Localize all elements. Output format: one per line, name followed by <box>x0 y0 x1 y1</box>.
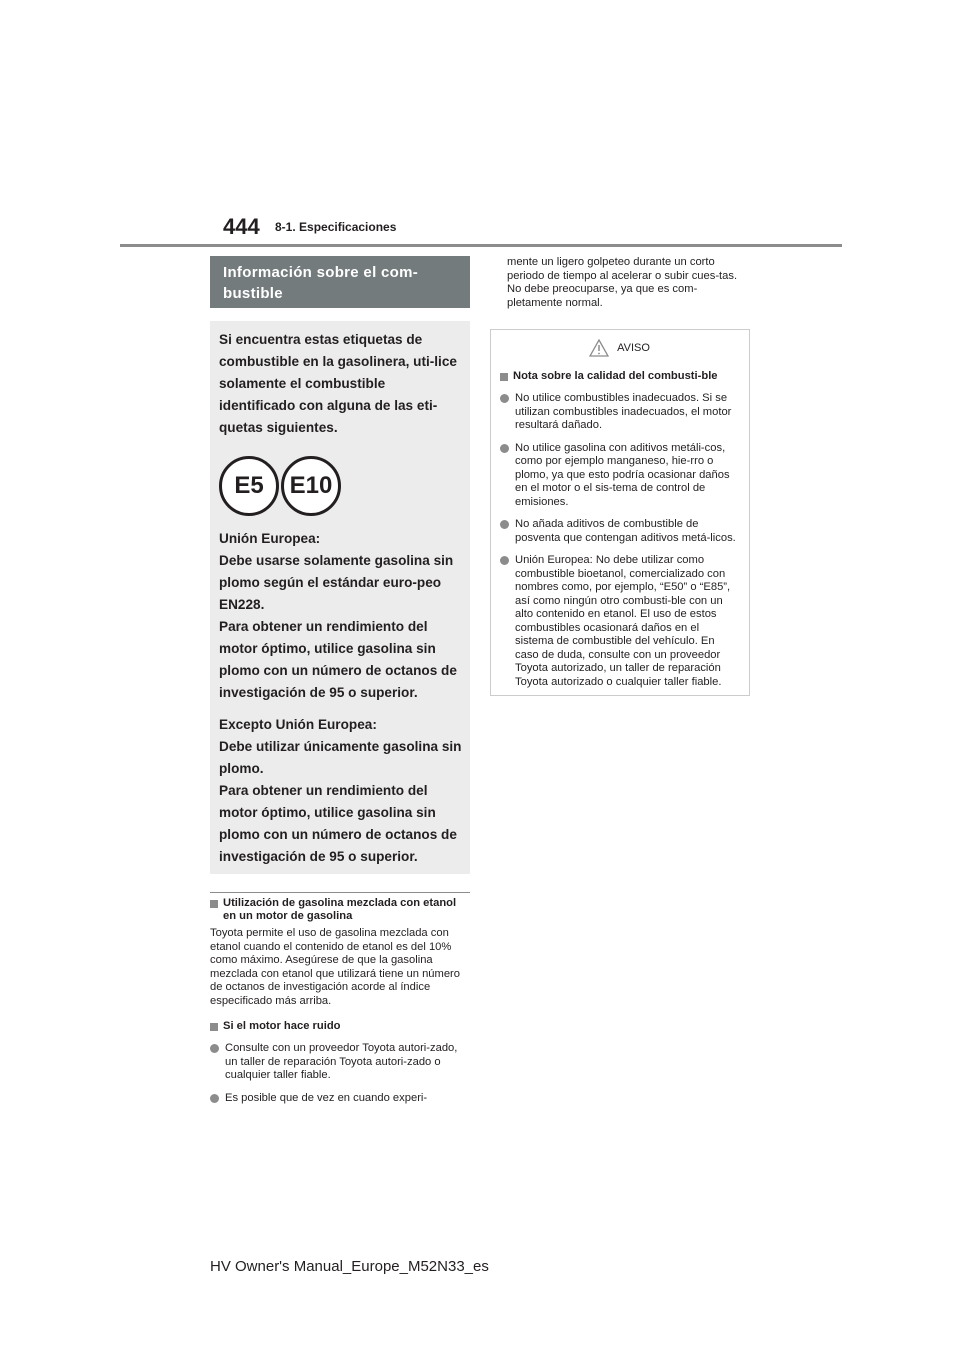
fuel-label-e10-icon: E10 <box>281 456 341 516</box>
fuel-labels <box>219 456 462 516</box>
circle-bullet-icon <box>500 556 509 565</box>
notice-box <box>490 329 750 696</box>
warning-triangle-icon <box>589 339 609 357</box>
circle-bullet-icon <box>210 1044 219 1053</box>
footer-text: HV Owner's Manual_Europe_M52N33_es <box>210 1258 489 1275</box>
circle-bullet-icon <box>500 394 509 403</box>
list-item <box>210 1092 470 1106</box>
eu-text-2: Para obtener un rendimiento del motor óptimo, utilice gasolina sin plomo con un número de octanos de investigación de 95 o superior. <box>219 619 457 700</box>
list-item <box>500 442 739 510</box>
non-eu-text-1: Debe utilizar únicamente gasolina sin plomo. <box>219 739 462 776</box>
ethanol-heading-text: Utilización de gasolina mezclada con etanol en un motor de gasolina <box>223 897 457 922</box>
header-rule <box>120 244 842 247</box>
list-item <box>500 518 739 545</box>
box-intro: Si encuentra estas etiquetas de combustible en la gasolinera, uti-lice solamente el combustible identificado con alguna de las eti-quetas siguientes. <box>219 332 457 435</box>
ethanol-heading <box>210 897 470 923</box>
square-bullet-icon <box>210 1023 218 1031</box>
continued-text: mente un ligero golpeteo durante un corto periodo de tiempo al acelerar o subir cues-tas. No debe preocuparse, ya que es com-pletamente normal. <box>507 256 738 309</box>
circle-bullet-icon <box>500 444 509 453</box>
page-number: 444 <box>223 214 260 239</box>
right-column <box>490 256 750 696</box>
list-item-text: No utilice gasolina con aditivos metáli-cos, como por ejemplo manganeso, hie-rro o plomo, ya que esto podría ocasionar daños en el motor o el sis-tema de control de emisiones. <box>515 441 730 508</box>
list-item <box>500 392 739 433</box>
notice-header <box>500 330 739 366</box>
notice-heading <box>500 370 739 383</box>
eu-heading: Unión Europea: <box>219 531 321 546</box>
list-item-text: Unión Europea: No debe utilizar como combustible bioetanol, comercializado con nombres como, por ejemplo, “E50” o “E85”, así como ningún otro combusti-ble con un alto contenido en etanol. El uso de estos combustibles ocasionará daños en el sistema de combustible del vehículo. En caso de duda, consulte con un proveedor Toyota autorizado, un taller de reparación Toyota autorizado o cualquier taller fiable. <box>515 554 731 688</box>
list-item-text: Consulte con un proveedor Toyota autori-zado, un taller de reparación Toyota autori-zado o cualquier taller fiable. <box>225 1042 458 1081</box>
noise-heading-text: Si el motor hace ruido <box>223 1020 341 1032</box>
square-bullet-icon <box>500 373 508 381</box>
list-item <box>500 554 739 689</box>
ethanol-text: Toyota permite el uso de gasolina mezclada con etanol cuando el contenido de etanol es del 10% como máximo. Asegúrese de que la gasolina mezclada con etanol que utilizará tiene un número de octanos de investigación acorde al índice especificado más arriba. <box>210 927 461 1007</box>
subsection-rule <box>210 892 470 893</box>
list-item <box>210 1042 470 1083</box>
section-banner: Información sobre el com-bustible <box>210 256 470 308</box>
list-item-text: No utilice combustibles inadecuados. Si se utilizan combustibles inadecuados, el motor resultará dañado. <box>515 392 732 431</box>
list-item-text: Es posible que de vez en cuando experi- <box>225 1091 428 1104</box>
fuel-label-e5-icon: E5 <box>219 456 279 516</box>
non-eu-text-2: Para obtener un rendimiento del motor óptimo, utilice gasolina sin plomo con un número de octanos de investigación de 95 o superior. <box>219 783 457 864</box>
circle-bullet-icon <box>210 1094 219 1103</box>
noise-heading <box>210 1020 470 1033</box>
fuel-info-box <box>210 321 470 874</box>
circle-bullet-icon <box>500 520 509 529</box>
left-column <box>210 256 470 1105</box>
notice-heading-text: Nota sobre la calidad del combusti-ble <box>513 370 718 382</box>
square-bullet-icon <box>210 900 218 908</box>
non-eu-heading: Excepto Unión Europea: <box>219 717 377 732</box>
section-title: 8-1. Especificaciones <box>275 220 397 234</box>
notice-title: AVISO <box>617 342 650 354</box>
eu-text-1: Debe usarse solamente gasolina sin plomo según el estándar euro-peo EN228. <box>219 553 454 612</box>
list-item-text: No añada aditivos de combustible de posventa que contengan aditivos metá-licos. <box>515 518 736 544</box>
